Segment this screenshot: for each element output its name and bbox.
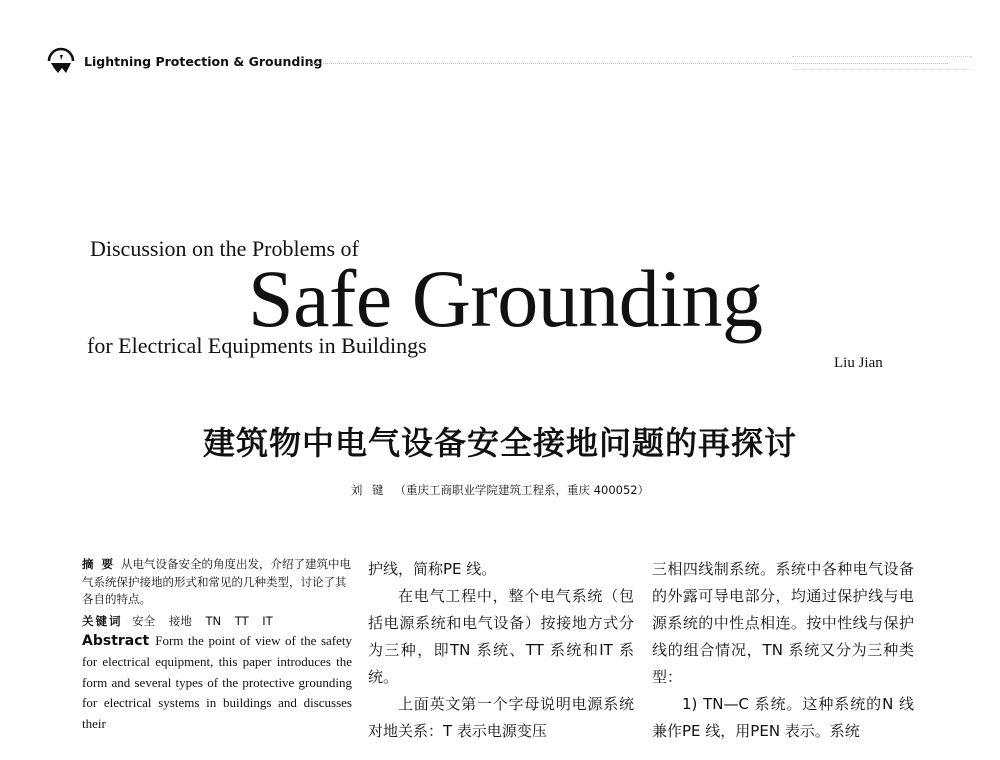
title-en-main: Safe Grounding: [248, 253, 763, 344]
body-paragraph: 护线，简称PE 线。: [368, 560, 497, 578]
abstract-zh-text: 从电气设备安全的角度出发，介绍了建筑中电气系统保护接地的形式和常见的几种类型，讨论了其各自的特点。: [82, 557, 352, 606]
title-zh: 建筑物中电气设备安全接地问题的再探讨: [202, 424, 797, 462]
keyword: 安全: [132, 613, 156, 628]
body-paragraph: 在电气工程中，整个电气系统（包括电源系统和电气设备）按接地方式分为三种，即TN 系统、TT 系统和IT 系统。: [368, 587, 634, 686]
journal-header: [46, 46, 946, 76]
column-body-3: [652, 556, 914, 745]
keywords: [82, 613, 352, 631]
title-en-suffix: for Electrical Equipments in Buildings: [87, 333, 427, 358]
header-faint-marks: [792, 56, 972, 70]
keyword: IT: [262, 613, 273, 628]
title-en-prefix: Discussion on the Problems of: [90, 236, 359, 261]
keyword: TN: [205, 613, 222, 628]
body-paragraph: 上面英文第一个字母说明电源系统对地关系：T 表示电源变压: [368, 695, 634, 740]
abstract-zh-label: 摘 要: [82, 557, 116, 571]
body-paragraph: 1) TN—C 系统。这种系统的N 线兼作PE 线，用PEN 表示。系统: [652, 695, 914, 740]
keyword: TT: [234, 613, 249, 628]
author-affiliation: [0, 482, 1000, 498]
column-abstract: [82, 556, 352, 735]
journal-title: Lightning Protection & Grounding: [84, 54, 323, 69]
abstract-en-label: Abstract: [82, 633, 150, 649]
column-body-2: [368, 556, 634, 745]
author-en: Liu Jian: [834, 355, 883, 371]
author-zh: 刘 键: [350, 483, 387, 497]
lightning-ground-logo-icon: [46, 46, 76, 76]
abstract-en: [82, 631, 352, 735]
abstract-zh: [82, 556, 352, 609]
body-paragraph: 三相四线制系统。系统中各种电气设备的外露可导电部分，均通过保护线与电源系统的中性点相连。按中性线与保护线的组合情况，TN 系统又分为三种类型：: [652, 560, 914, 686]
keywords-label: 关键词: [82, 613, 123, 628]
affiliation-zh: （重庆工商职业学院建筑工程系，重庆 400052）: [394, 483, 650, 497]
keyword: 接地: [168, 613, 192, 628]
abstract-en-text: Form the point of view of the safety for electrical equipment, this paper introduces the form and several types of the protective grounding for electrical systems in buildings and discusses their: [82, 633, 352, 732]
